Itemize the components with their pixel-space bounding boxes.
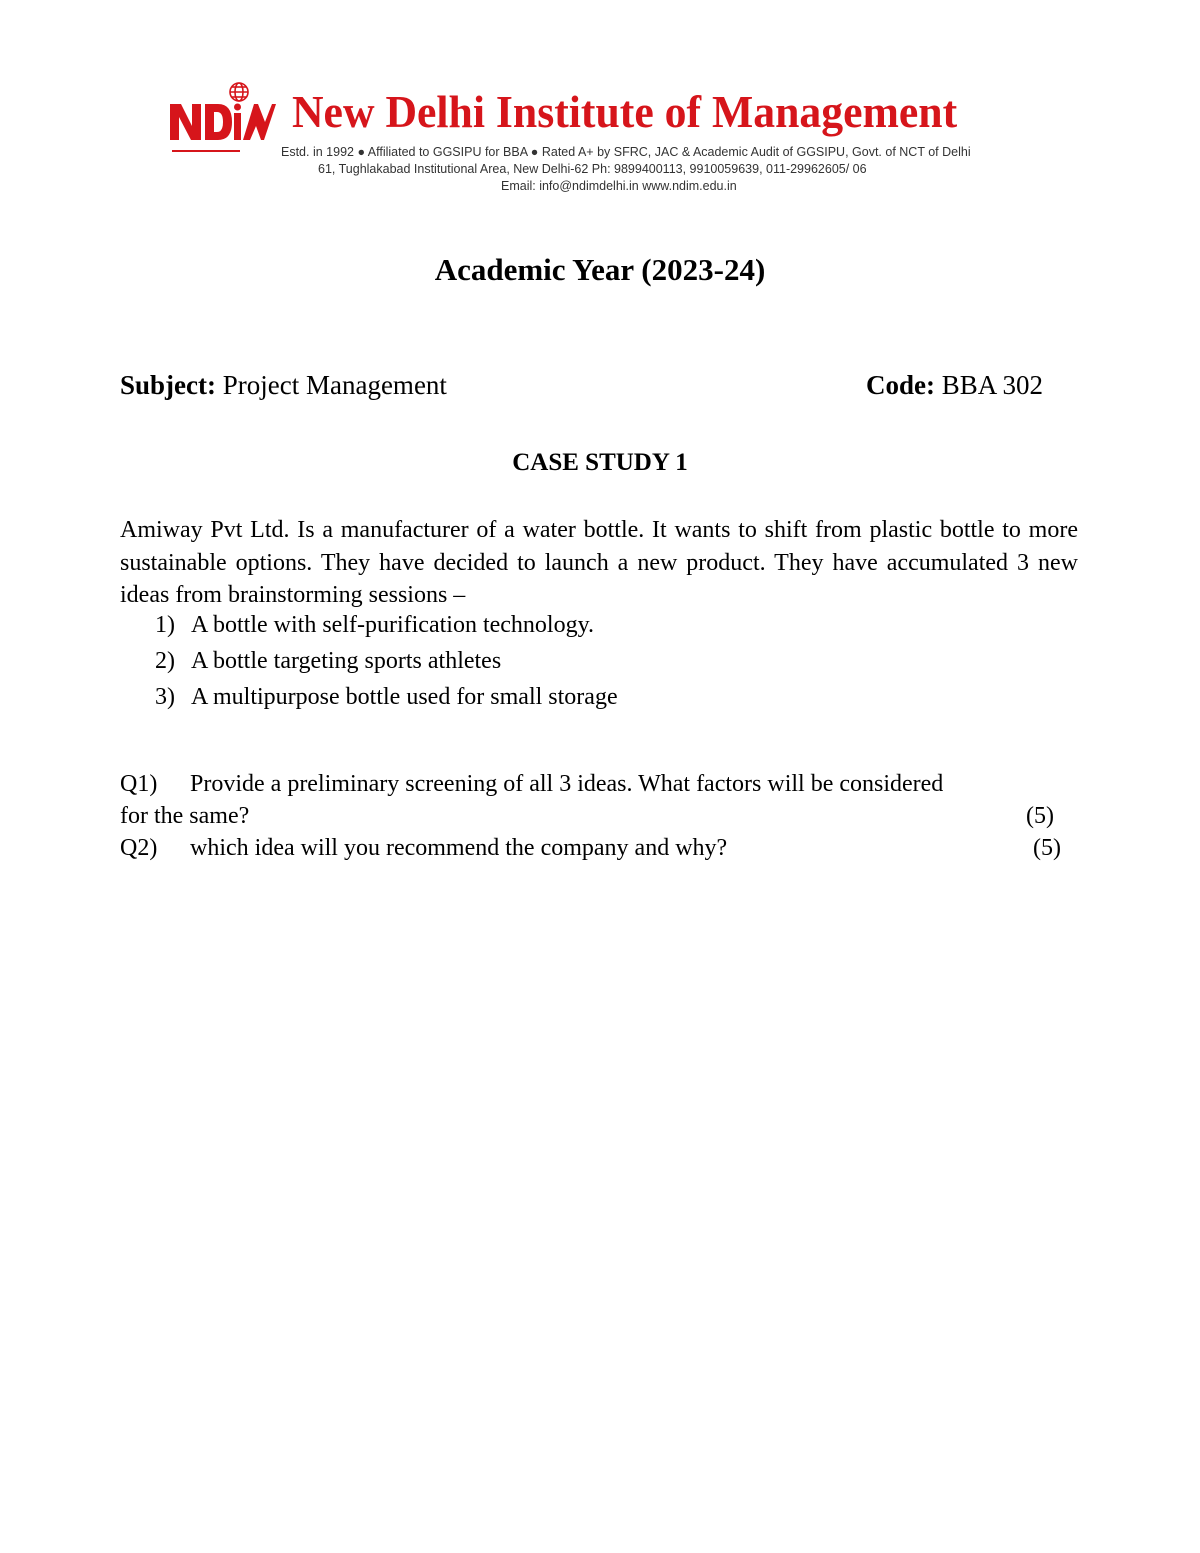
subject-label: Subject: — [120, 370, 216, 400]
question-2-marks: (5) — [1033, 835, 1061, 861]
idea-number: 2) — [155, 648, 175, 674]
list-item — [155, 608, 618, 644]
list-item — [155, 644, 618, 680]
list-item — [155, 680, 618, 716]
case-study-title: CASE STUDY 1 — [512, 449, 688, 476]
question-2-text: which idea will you recommend the company and why? — [190, 835, 728, 861]
question-1-label: Q1) — [120, 771, 158, 797]
idea-number: 3) — [155, 684, 175, 710]
globe-icon — [230, 83, 248, 101]
institute-affiliation: Estd. in 1992 ● Affiliated to GGSIPU for BBA ● Rated A+ by SFRC, JAC & Academic Audit of GGSIPU, Govt. of NCT of Delhi — [281, 145, 971, 159]
subject-line — [120, 367, 447, 403]
institute-contact: Email: info@ndimdelhi.in www.ndim.edu.in — [501, 179, 737, 193]
idea-number: 1) — [155, 612, 175, 638]
question-1-text: Provide a preliminary screening of all 3 ideas. What factors will be considered — [190, 771, 944, 797]
subject-value: Project Management — [216, 370, 447, 400]
idea-text: A bottle with self-purification technology. — [191, 612, 595, 638]
question-2-label: Q2) — [120, 835, 158, 861]
ideas-list — [155, 608, 618, 716]
case-intro-paragraph: Amiway Pvt Ltd. Is a manufacturer of a water bottle. It wants to shift from plastic bottle to more sustainable options. They have decided to launch a new product. They have accumulated 3 new ideas from brainstorming sessions – — [120, 517, 1078, 608]
institute-name: New Delhi Institute of Management — [292, 86, 958, 137]
ndim-logo — [168, 80, 278, 158]
code-label: Code: — [866, 370, 935, 400]
idea-text: A bottle targeting sports athletes — [191, 648, 502, 674]
idea-text: A multipurpose bottle used for small storage — [191, 684, 618, 710]
code-line — [866, 367, 1043, 403]
question-1-text-continued: for the same? — [120, 803, 250, 829]
academic-year-heading: Academic Year (2023-24) — [434, 252, 766, 287]
question-1-marks: (5) — [1026, 803, 1054, 829]
institute-address: 61, Tughlakabad Institutional Area, New Delhi-62 Ph: 9899400113, 9910059639, 011-29962605/ 06 — [318, 162, 867, 176]
code-value: BBA 302 — [935, 370, 1044, 400]
